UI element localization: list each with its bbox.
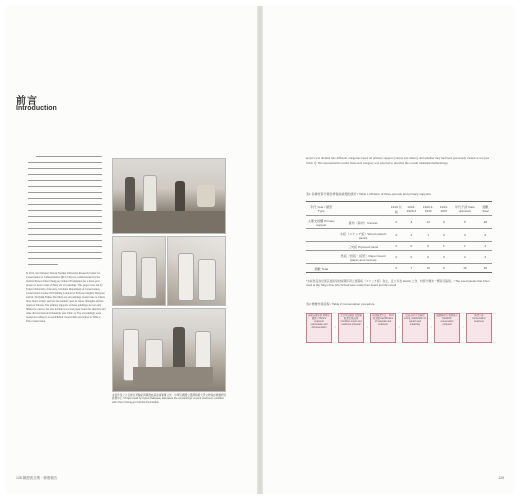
table-cell: 2 [451, 251, 479, 264]
photo-painting-inspection [112, 308, 226, 392]
flow-arrow-icon: › [462, 324, 464, 329]
table-cell: 0 [437, 229, 451, 242]
flow-step: 後續修復方 案與保存 Establish conservation proposal [434, 313, 460, 343]
left-page [6, 6, 257, 494]
photo-lab-examination [167, 236, 226, 306]
table-header-cell: 總數 Total [479, 202, 492, 216]
book-spread [6, 6, 514, 494]
table-header-cell: 年代不詳 Date unknown [451, 202, 479, 216]
table-header-cell: 1924-1929.3 [403, 202, 420, 216]
table-cell: 0 [437, 251, 451, 264]
table-header-cell: 1929.4-1933 [420, 202, 437, 216]
table-cell [306, 251, 337, 264]
table-cell: 36 [479, 264, 492, 273]
table-cell: 總數 Total [306, 264, 337, 273]
table1-title: 表1 各種材質分類及修復前處理的統計 / Table 1 Division of three-periods and primary supports [306, 192, 431, 196]
table-cell: 紙板（紙板・板紙）Paper board (paper and canvas) [337, 251, 390, 264]
table-cell: 木板（スケッチ板）Wood (sketch panel) [337, 229, 390, 242]
table-cell: 0 [390, 229, 403, 242]
table-cell: 3 [451, 229, 479, 242]
flow-step: 修護完成 Conservation treatment [466, 313, 492, 343]
table-cell [306, 242, 337, 251]
flow-arrow-icon: › [398, 324, 400, 329]
table-cell: 14 [420, 216, 437, 229]
table-cell: 三夾板 Plywood panel [337, 242, 390, 251]
table-cell: 0 [420, 242, 437, 251]
table-cell: 0 [390, 264, 403, 273]
table-cell: 2 [479, 242, 492, 251]
table-row [306, 229, 492, 242]
table-header-cell: 年代 Year / 類型 Type [306, 202, 337, 216]
photo-lab-technicians [112, 236, 166, 306]
english-paragraph: In 2011, the National Taiwan Normal University Research Center for Conservation of Cultural Relics (RCCCR) was commissioned by the Judicial Person Chen Cheng-po Cultural Foundation for a three-year project to treat a total of thirty six oil paintings. This project was led by Tokyo University of the Arts, Graduate Department of Conservation, Conservation Course Oil Painting Laboratory Professor Kijima Takayasu and Dr. Noriyuki Fujiko The thirty-six oil paintings treated date to Chen's three major artistic periods: his student years in Japan, Shanghai and his return to Taiwan. The primary supports of these paintings are not only limited to canvas, but also include wood and paper board for sketches and other diverse historical materials (see Table 1). The oil paintings were treated according to an established conservation procedure in Table 2. This conservation [26, 272, 106, 323]
table-header-cell [337, 202, 390, 216]
flow-step: 辨識修護方法 、材料與試驗 Identification of materials and treatment [370, 313, 396, 343]
table-cell: 2 [479, 251, 492, 264]
flow-arrow-icon: › [430, 324, 432, 329]
right-page [263, 6, 514, 494]
table-cell: 0 [403, 242, 420, 251]
flow-step: 評估作品現況 並提擬修護策 略說明 Condition report and treatment proposal [338, 313, 364, 343]
table-cell: 7 [403, 264, 420, 273]
intro-text: project was divided into different categories based on primary support (canvas and others), and whether they had been previously treated or not (see Table 1). The representative works from each category was selected to describe the overall treatment methodology. [306, 156, 490, 165]
table-cell: 15 [420, 264, 437, 273]
table-cell: 0 [390, 251, 403, 264]
page-folio-right: 129 [498, 476, 504, 480]
table-cell: 1 [451, 242, 479, 251]
table-row [306, 251, 492, 264]
table-cell: 主要支撐體 Primary support [306, 216, 337, 229]
table-cell: 16 [451, 264, 479, 273]
page-folio-left: 128 陳澄波全集 · 修復報告 [16, 476, 58, 480]
page-title-en: Introduction [16, 105, 57, 112]
table-total-row [306, 264, 492, 273]
flow-step: 裝裱前與 正式修復 Lining, stabilization of varnish and inpainting [402, 313, 428, 343]
table-cell: 6 [437, 216, 451, 229]
flow-step: 修復前調查與 檔案紀錄建立 Before treatment examination and documentation [306, 313, 332, 343]
table-cell: 0 [420, 251, 437, 264]
table-cell: 3 [403, 216, 420, 229]
table2-title: 表2 修護作業流程 / Table 2 Conservation procedure [306, 302, 375, 306]
table-header-cell: 1916 以前 [390, 202, 403, 216]
table-cell: 1 [437, 242, 451, 251]
table-cell: 0 [403, 251, 420, 264]
conservation-flowchart [306, 313, 506, 349]
table1-note: *木板作品為於東京美術學校時期所用之速寫板（スケッチ板）為主，且大多為 sketch 之作，材質分類未一概有所區別。/ The wood panels that Chen used at the Tokyo Fine Arts School were made from board and thin wood. [306, 279, 490, 287]
table-cell: 1 [420, 229, 437, 242]
table-row [306, 242, 492, 251]
table1-support-periods [306, 201, 492, 273]
table-cell: 0 [390, 216, 403, 229]
photo-caption: 本書作者之九名師生實驗室與陳澄波基金會簽署合作，中華民國國立臺灣師範大學文物保存維護研究發展中心 / Project lead by Kijima Takayasu discusses the oil paintings' current treatment condition with Chen Chong-po Cultural Foundation [112, 394, 227, 404]
table-cell: 28 [479, 216, 492, 229]
table-header-cell: 1934-1947 [437, 202, 451, 216]
table-cell: 6 [437, 264, 451, 273]
photo-conservators-meeting [112, 158, 226, 234]
flow-arrow-icon: › [334, 324, 336, 329]
table-cell: 6 [479, 229, 492, 242]
table-row [306, 216, 492, 229]
table-cell [306, 229, 337, 242]
table-cell: 2 [403, 229, 420, 242]
page-title-cn: 前言 [16, 96, 38, 107]
table-cell: 5 [451, 216, 479, 229]
table-cell: 畫布（麻布）Canvas [337, 216, 390, 229]
table-cell [337, 264, 390, 273]
flow-arrow-icon: › [366, 324, 368, 329]
table-cell: 0 [390, 242, 403, 251]
